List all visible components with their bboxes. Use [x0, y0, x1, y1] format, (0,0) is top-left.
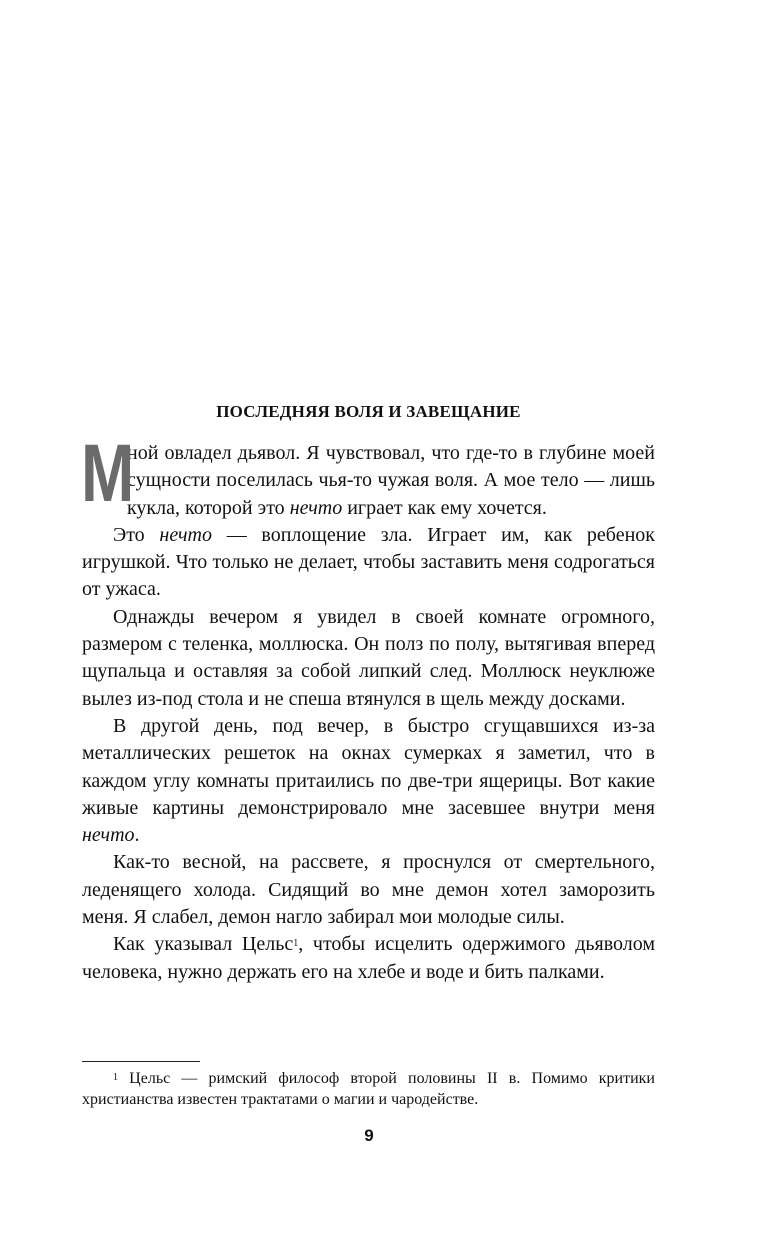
- paragraph-2-text-b: — воплощение зла. Играет им, как ребенок игрушкой. Что только не делает, чтобы заставить меня содрогаться от ужаса.: [82, 523, 655, 601]
- page-number: 9: [364, 1126, 374, 1145]
- footnote-text: Цельс — римский философ второй половины II в. Помимо критики христианства известен трактатами о магии и чародействе.: [82, 1070, 655, 1108]
- footnote: [82, 1068, 655, 1110]
- paragraph-6-text-b: , чтобы исцелить одержимого дьяволом человека, нужно держать его на хлебе и воде и бить палками.: [82, 933, 655, 983]
- paragraph-5-text: Как-то весной, на рассвете, я проснулся от смертельного, леденящего холода. Сидящий во мне демон хотел заморозить меня. Я слабел, демон нагло забирал мои молодые силы.: [82, 851, 655, 929]
- paragraph-2-emphasis: нечто: [159, 523, 212, 546]
- drop-cap: М: [81, 428, 135, 519]
- paragraph-3-text: Однажды вечером я увидел в своей комнате огромного, размером с теленка, моллюска. Он полз по полу, вытягивая вперед щупальца и оставляя за собой липкий след. Моллюск неуклюже вылез из-под стола и не спеша втянулся в щель между досками.: [82, 605, 655, 710]
- footnote-marker: 1: [113, 1072, 118, 1083]
- paragraph-3: [82, 604, 655, 713]
- paragraph-4: [82, 713, 655, 849]
- paragraph-1-emphasis: нечто: [289, 496, 343, 519]
- paragraph-4-text-a: В другой день, под вечер, в быстро сгущавшихся из-за металлических решеток на окнах сумерках я заметил, что в каждом углу комнаты притаились по две-три ящерицы. Вот какие живые картины демонстрировало мне засевшее внутри меня: [82, 714, 655, 819]
- paragraph-1-text-b: играет как ему хочется.: [342, 496, 547, 519]
- footnote-divider: [82, 1061, 200, 1062]
- chapter-body: [81, 428, 655, 986]
- paragraph-5: [82, 849, 655, 931]
- paragraph-1: [81, 428, 655, 522]
- chapter-title: ПОСЛЕДНЯЯ ВОЛЯ И ЗАВЕЩАНИЕ: [216, 402, 521, 421]
- paragraph-2-text-a: Это: [113, 523, 160, 546]
- paragraph-4-emphasis: нечто: [82, 824, 135, 847]
- footnote-reference: 1: [293, 938, 299, 950]
- footnote-paragraph: [82, 1068, 655, 1110]
- paragraph-4-text-b: .: [134, 824, 140, 847]
- paragraph-6: [82, 931, 655, 986]
- paragraph-1-text-a: ной овладел дьявол. Я чувствовал, что где-то в глубине моей сущности поселилась чья-то чужая воля. А мое тело — лишь кукла, которой это: [127, 442, 655, 519]
- paragraph-6-text-a: Как указывал Цельс: [113, 933, 294, 956]
- paragraph-2: [82, 522, 655, 604]
